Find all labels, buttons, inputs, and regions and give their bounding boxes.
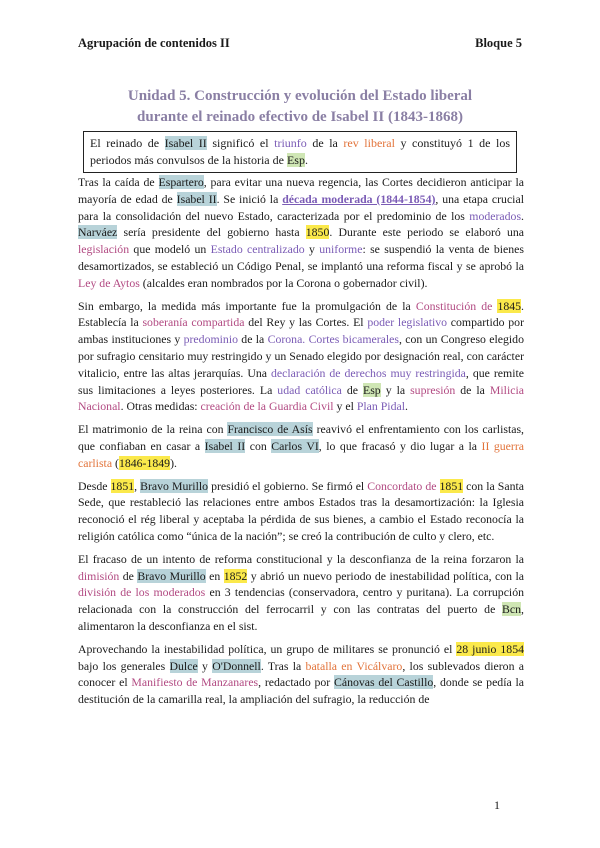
text-run: , donde se pedía la destitución de la camarilla real, la ampliación del sufragio, la reducción de	[78, 675, 524, 707]
text-run: . Establecía la	[78, 298, 524, 330]
text-run: de	[119, 568, 138, 583]
highlight: Bravo Murillo	[140, 478, 209, 493]
document-body	[78, 174, 524, 714]
header-left: Agrupación de contenidos II	[78, 36, 230, 50]
highlight: Isabel II	[164, 136, 207, 150]
text-run: y	[197, 658, 213, 673]
text-run: compartido por ambas instituciones y	[78, 315, 524, 347]
text-run: . Tras la	[260, 658, 306, 673]
keyword: Plan Pidal	[356, 399, 405, 414]
text-run: Desde	[78, 478, 111, 493]
period-heading: década moderada (1844-1854)	[282, 191, 436, 206]
highlight: Narváez	[78, 225, 118, 240]
keyword: declaración de derechos muy restringida	[271, 365, 466, 380]
text-run: , para evitar una nueva regencia, las Cortes decidieron anticipar la mayoría de edad de	[78, 175, 524, 206]
keyword: Estado centralizado	[210, 242, 305, 257]
keyword: supresión	[410, 382, 456, 397]
text-run: , redactado por	[258, 675, 334, 690]
keyword: Concordato de	[367, 478, 440, 493]
keyword: triunfo	[274, 136, 307, 150]
text-run: de la	[306, 136, 344, 150]
title-line-1: Unidad 5. Construcción y evolución del Estado liberal	[127, 88, 473, 104]
text-run: (alcaldes eran nombrados por la Corona o gobernador civil).	[139, 275, 428, 290]
page-number: 1	[494, 798, 500, 812]
text-run: con	[245, 438, 272, 453]
keyword: uniforme	[319, 242, 363, 257]
highlight: Cánovas del Castillo	[333, 675, 434, 690]
keyword: poder legislativo	[367, 315, 448, 330]
text-run: Aprovechando la inestabilidad política, un grupo de militares se pronunció el	[78, 641, 457, 656]
text-run: que modeló un	[129, 242, 211, 257]
paragraph-4	[78, 478, 524, 545]
text-run: , una etapa crucial para la consolidación del nuevo Estado, caracterizada por el predominio de los	[78, 191, 524, 223]
highlight: Isabel II	[204, 438, 246, 453]
text-run: en	[205, 568, 224, 583]
paragraph-2	[78, 298, 524, 416]
text-run: bajo los generales	[78, 658, 170, 673]
text-run: en 3 tendencias (conservadora, centro y puritana). La corrupción relacionada con la construcción del ferrocarril y con las contratas del puerto de	[78, 585, 524, 617]
text-run: , con un Congreso elegido por sufragio censitario muy restringido y un Senado elegido por designación real, con carácter vitalicio, entre las altas jerarquías. Una	[78, 332, 524, 380]
date-highlight: 1846-1849	[118, 455, 171, 470]
keyword: Corona. Cortes bicamerales	[267, 332, 400, 347]
keyword: rev liberal	[343, 136, 395, 150]
highlight: Dulce	[169, 658, 198, 673]
date-highlight: 1845	[497, 298, 522, 313]
text-run: : se suspendió la venta de bienes desamortizados, se estableció un Código Penal, se implantó una reforma fiscal y se aprobó la	[78, 242, 525, 273]
text-run: .	[304, 153, 308, 167]
text-run: de la	[238, 332, 268, 347]
keyword: dimisión	[78, 568, 120, 583]
paragraph-1	[78, 174, 524, 292]
keyword: Constitución de	[415, 298, 498, 313]
text-run: , alimentaron la desconfianza en el sist.	[78, 602, 524, 633]
highlight: Esp	[286, 153, 305, 167]
keyword: división de los moderados	[78, 585, 206, 600]
date-highlight: 1852	[223, 568, 248, 583]
text-run: y abrió un nuevo periodo de inestabilidad política, con la	[247, 568, 524, 583]
text-run: , lo que fracasó y dio lugar a la	[318, 438, 482, 453]
highlight: Carlos VI	[271, 438, 319, 453]
page-header	[78, 36, 522, 56]
keyword: legislación	[78, 242, 130, 257]
text-run: del Rey y las Cortes. El	[244, 315, 368, 330]
text-run: El fracaso de un intento de reforma constitucional y la desconfianza de la reina forzaron la	[78, 551, 524, 566]
title-line-2: durante el reinado efectivo de Isabel II (1843-1868)	[137, 109, 463, 125]
keyword: predominio	[183, 332, 238, 347]
highlight: Francisco de Asís	[227, 422, 313, 437]
text-run: y la	[380, 382, 411, 397]
text-run: (	[112, 455, 119, 470]
paragraph-6	[78, 641, 524, 708]
text-run: , que remite sus limitaciones a leyes posteriores. La	[78, 365, 524, 397]
text-run: ,	[134, 478, 141, 493]
text-run: y el	[333, 399, 357, 414]
text-run: , los sublevados dieron a conocer el	[78, 658, 525, 690]
keyword: udad católica	[277, 382, 342, 397]
keyword: Ley de Aytos	[78, 275, 140, 290]
date-highlight: 1850	[305, 225, 330, 240]
text-run: .	[405, 399, 408, 414]
text-run: reavivó el enfrentamiento con los carlistas, que confiaban en casar a	[78, 422, 524, 453]
unit-title	[60, 86, 540, 128]
text-run: ).	[170, 455, 177, 470]
text-run: de la	[455, 382, 490, 397]
text-run: con la Santa Sede, que restableció las relaciones entre ambos Estados tras la desamortización: la Iglesia reconoció el rég liberal y aceptaba la pérdida de sus bienes, a cambio el Estado reconocía la religión católica como “única de la nación”; se creó la contribución de culto y clero, etc.	[78, 478, 525, 543]
text-run: El matrimonio de la reina con	[78, 422, 228, 437]
text-run: presidió el gobierno. Se firmó el	[208, 478, 368, 493]
keyword: Milicia Nacional	[78, 382, 524, 414]
text-run: . Se inició la	[216, 191, 283, 206]
text-run: El reinado de	[90, 136, 165, 150]
highlight: Bravo Murillo	[137, 568, 206, 583]
text-run: Tras la caída de	[78, 175, 159, 189]
highlight: Espartero	[158, 175, 204, 189]
date-highlight: 1851	[110, 478, 135, 493]
text-run: Sin embargo, la medida más importante fue la promulgación de la	[78, 298, 416, 313]
highlight: Esp	[363, 382, 381, 397]
text-run: . Durante este periodo se elaboró una	[329, 225, 525, 240]
date-highlight: 1851	[439, 478, 464, 493]
keyword: batalla en Vicálvaro	[305, 658, 403, 673]
header-right: Bloque 5	[475, 36, 522, 50]
keyword: II guerra carlista	[78, 438, 525, 470]
keyword: soberanía compartida	[142, 315, 245, 330]
text-run: y constituyó 1 de los periodos más convulsos de la historia de	[90, 136, 510, 167]
keyword: moderados	[469, 208, 522, 223]
keyword: Manifiesto de Manzanares	[131, 675, 259, 690]
text-run: . Otras medidas:	[120, 399, 201, 414]
text-run: y	[304, 242, 320, 257]
paragraph-5	[78, 551, 524, 635]
highlight: Bcn	[502, 602, 522, 617]
highlight: O'Donnell	[212, 658, 261, 673]
keyword: creación de la Guardia Civil	[200, 399, 334, 414]
date-highlight: 28 junio 1854	[456, 641, 524, 656]
text-run: significó el	[206, 136, 275, 150]
paragraph-3	[78, 421, 524, 471]
highlight: Isabel II	[176, 191, 217, 206]
intro-box	[83, 131, 517, 173]
text-run: .	[521, 208, 524, 223]
text-run: sería presidente del gobierno hasta	[117, 225, 306, 240]
text-run: de	[341, 382, 363, 397]
